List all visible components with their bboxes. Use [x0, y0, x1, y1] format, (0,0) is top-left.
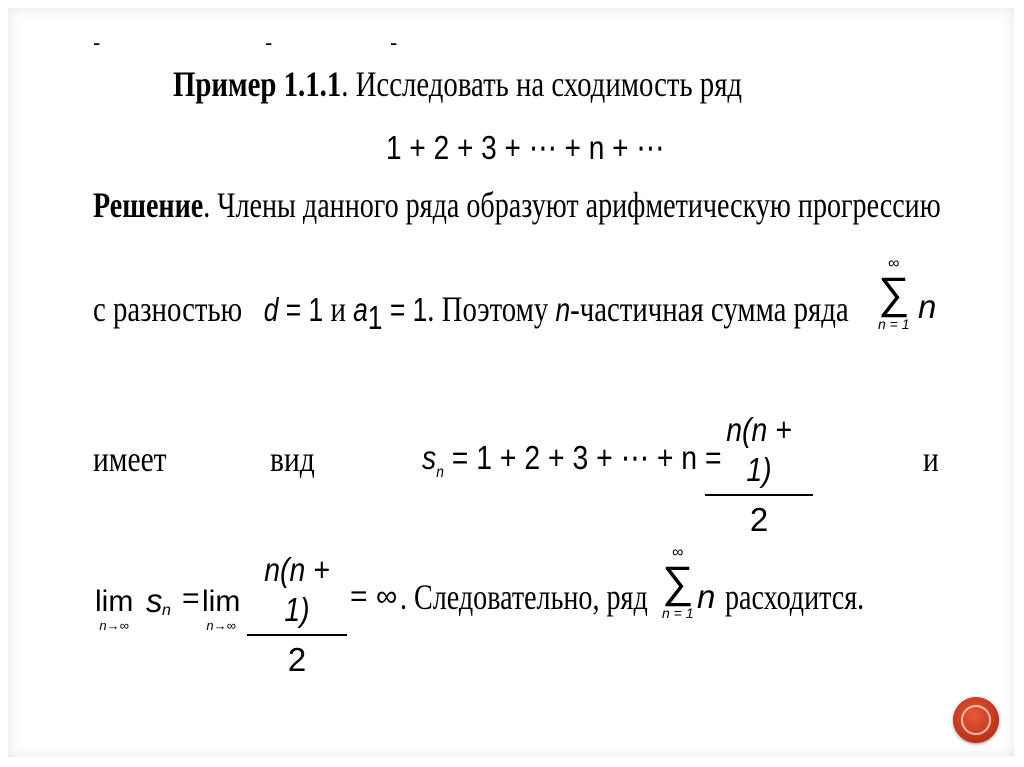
limit-1	[95, 585, 133, 633]
word-and: и	[923, 439, 939, 479]
fraction-numerator: n(n + 1)	[726, 411, 792, 488]
lim-subscript: n→∞	[206, 618, 236, 633]
fraction-numerator: n(n + 1)	[264, 551, 330, 628]
dash-mark: -	[265, 30, 273, 55]
sum-symbol	[662, 545, 694, 621]
word-has: имеет	[93, 439, 167, 479]
sum-upper: ∞	[888, 255, 900, 272]
fraction-denominator: 2	[287, 641, 307, 678]
solution-text: . Члены данного ряда образуют арифметическую прогрессию	[203, 185, 941, 225]
sigma-sign: ∑	[662, 558, 694, 607]
var-a: a	[353, 291, 368, 328]
eq-a: = 1	[382, 291, 428, 328]
var-s: s	[422, 439, 437, 476]
var-s: s	[146, 582, 163, 619]
logo-ring	[961, 705, 991, 735]
partial-sum-formula	[422, 438, 722, 482]
fraction-partial	[705, 410, 813, 540]
dash-mark: -	[390, 30, 398, 55]
sum-term: n	[918, 288, 937, 325]
var-n: n	[555, 291, 571, 328]
equals-infinity: = ∞	[350, 580, 398, 613]
sum-lower: n = 1	[878, 316, 910, 332]
dash-mark: -	[93, 30, 101, 55]
text-partial-sum: -частичная сумма ряда	[570, 289, 849, 329]
lim-word: lim	[202, 585, 241, 618]
equals-sign: =	[182, 582, 200, 615]
example-task: . Исследовать на сходимость ряд	[341, 64, 743, 104]
series-expression: 1 + 2 + 3 + ⋯ + n + ⋯	[386, 129, 665, 166]
solution-label: Решение	[93, 185, 204, 225]
limit-2	[202, 585, 240, 633]
presentation-logo-icon	[953, 697, 999, 743]
sub-n: n	[436, 464, 444, 481]
solution-line	[93, 184, 941, 226]
eq-d: = 1	[278, 291, 331, 328]
fraction-bar	[705, 494, 813, 496]
text-difference: с разностью	[93, 289, 243, 329]
var-d: d	[263, 291, 279, 328]
difference-line	[93, 288, 849, 337]
lim-word: lim	[95, 585, 134, 618]
fraction-limit	[247, 550, 347, 680]
sum-lower: n = 1	[662, 605, 694, 621]
lim-subscript: n→∞	[99, 618, 129, 633]
word-form: вид	[270, 439, 315, 479]
text-and: и	[330, 289, 346, 329]
sum-expression: = 1 + 2 + 3 + ⋯ + n =	[443, 439, 722, 476]
text-therefore: . Поэтому	[427, 289, 549, 329]
fraction-denominator: 2	[749, 501, 769, 538]
sum-upper: ∞	[672, 544, 684, 561]
sub-n: n	[162, 602, 171, 619]
sum-symbol	[878, 256, 910, 332]
text-consequently: . Следовательно, ряд	[400, 577, 648, 617]
text-diverges: расходится.	[725, 577, 865, 617]
sub-1: 1	[367, 299, 383, 336]
sum-term: n	[697, 578, 716, 615]
sigma-sign: ∑	[878, 269, 910, 318]
example-label: Пример 1.1.1	[173, 64, 342, 104]
example-heading	[173, 63, 742, 105]
fraction-bar	[247, 634, 347, 636]
